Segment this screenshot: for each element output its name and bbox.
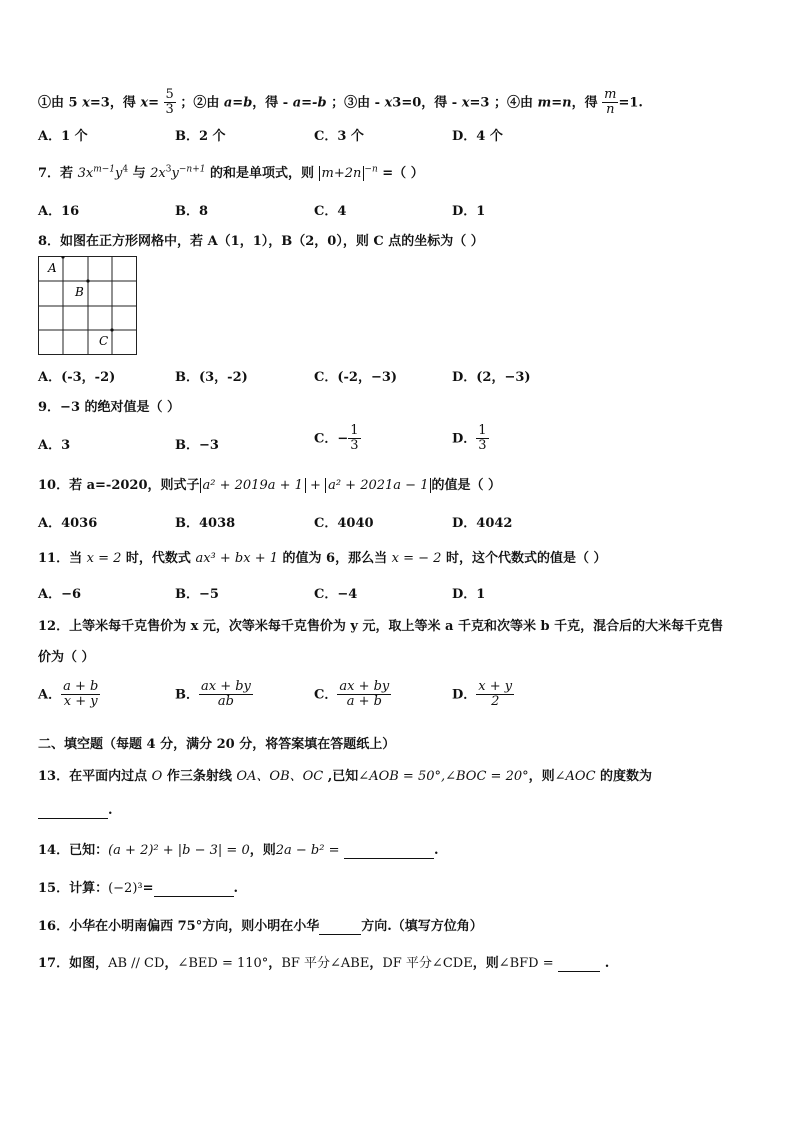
q8-option-a: A．(-3，-2) xyxy=(38,370,116,385)
q7-option-d: D．1 xyxy=(452,204,486,219)
q7-option-c: C．4 xyxy=(314,204,347,219)
q17-stem: 17．如图，AB // CD，∠BED = 110°，BF 平分∠ABE，DF 平分∠CDE，则∠BFD = . xyxy=(38,956,610,971)
q10-option-c: C．4040 xyxy=(314,516,374,531)
q6-option-d: D．4 个 xyxy=(452,129,503,144)
point-b xyxy=(86,279,89,282)
q6-option-a: A．1 个 xyxy=(38,129,88,144)
q15-stem: 15．计算：(−2)³= . xyxy=(38,881,239,896)
q14-stem: 14．已知：(a + 2)² + |b − 3| = 0，则2a − b² = . xyxy=(38,843,439,858)
q13-answer-blank[interactable]: . xyxy=(38,803,113,819)
q9-option-b: B．−3 xyxy=(175,438,219,453)
q6-option-c: C．3 个 xyxy=(314,129,364,144)
q11-option-d: D．1 xyxy=(452,587,486,602)
q8-stem: 8．如图在正方形网格中，若 A（1，1），B（2，0），则 C 点的坐标为（ ） xyxy=(38,234,484,249)
q16-answer-blank[interactable] xyxy=(319,919,361,935)
q8-option-c: C．(-2，−3) xyxy=(314,370,398,385)
q7-stem: 7．若 $3x^{m-1}y^4$ 与 $2x^3y^{-n+1}$ 的和是单项式，则 m+2n $^{-n}$ =（ ） xyxy=(38,164,424,181)
q6-statement: ①由 5 x=3，得 x= $\frac{5}{3}$ ；②由 a=b，得 - a=-b ；③由 - x3=0，得 - x=3 ；④由 m=n，得 $\frac{m}{n}$ =1. xyxy=(38,87,643,118)
q12-stem-line1: 12．上等米每千克售价为 x 元，次等米每千克售价为 y 元，取上等米 a 千克和次等米 b 千克，混合后的大米每千克售 xyxy=(38,619,724,634)
q11-option-a: A．−6 xyxy=(38,587,82,602)
q6-fraction-5-3: $\frac{5}{3}$ xyxy=(165,87,174,118)
point-c xyxy=(110,328,113,331)
q15-answer-blank[interactable] xyxy=(154,881,234,897)
label-a: A xyxy=(48,261,57,275)
q12-option-d: D． $\frac{x + y}{2}$ xyxy=(452,679,513,710)
q9-option-c: C．− $\frac{1}{3}$ xyxy=(314,423,359,454)
q11-stem: 11．当 x = 2 时，代数式 ax³ + bx + 1 的值为 6，那么当 x = − 2 时，这个代数式的值是（ ） xyxy=(38,551,607,566)
q12-option-b: B． $\frac{ax + by}{ab}$ xyxy=(175,679,251,710)
q13-stem: 13．在平面内过点 O 作三条射线 OA、OB、OC ,已知∠AOB = 50°,∠BOC = 20°，则∠AOC 的度数为 xyxy=(38,769,653,784)
q10-option-b: B．4038 xyxy=(175,516,236,531)
q10-stem: 10．若 a=-2020，则式子 a² + 2019a + 1 + a² + 2021a − 1 的值是（ ） xyxy=(38,478,501,493)
q8-option-d: D．(2，−3) xyxy=(452,370,531,385)
q10-option-a: A．4036 xyxy=(38,516,98,531)
q7-option-b: B．8 xyxy=(175,204,209,219)
q14-answer-blank[interactable] xyxy=(344,843,434,859)
q11-option-c: C．−4 xyxy=(314,587,358,602)
q9-stem: 9．−3 的绝对值是（ ） xyxy=(38,400,181,415)
point-a xyxy=(61,256,64,259)
q17-answer-blank[interactable] xyxy=(558,956,600,972)
q12-option-c: C． $\frac{ax + by}{a + b}$ xyxy=(314,679,390,710)
label-c: C xyxy=(99,334,109,348)
section-2-heading: 二、填空题（每题 4 分，满分 20 分，将答案填在答题纸上） xyxy=(38,737,396,752)
q11-option-b: B．−5 xyxy=(175,587,219,602)
q7-option-a: A．16 xyxy=(38,204,80,219)
q6-fraction-m-n: $\frac{m}{n}$ xyxy=(604,87,617,118)
q6-option-b: B．2 个 xyxy=(175,129,226,144)
q9-option-d: D． $\frac{1}{3}$ xyxy=(452,423,487,454)
label-b: B xyxy=(75,285,84,299)
q12-stem-line2: 价为（ ） xyxy=(38,650,95,665)
q8-option-b: B．(3，-2) xyxy=(175,370,248,385)
q10-option-d: D．4042 xyxy=(452,516,513,531)
q16-stem: 16．小华在小明南偏西 75°方向，则小明在小华 方向.（填写方位角） xyxy=(38,919,483,934)
q12-option-a: A． $\frac{a + b}{x + y}$ xyxy=(38,679,99,710)
q8-grid-figure xyxy=(38,256,138,356)
q9-option-a: A．3 xyxy=(38,438,71,453)
